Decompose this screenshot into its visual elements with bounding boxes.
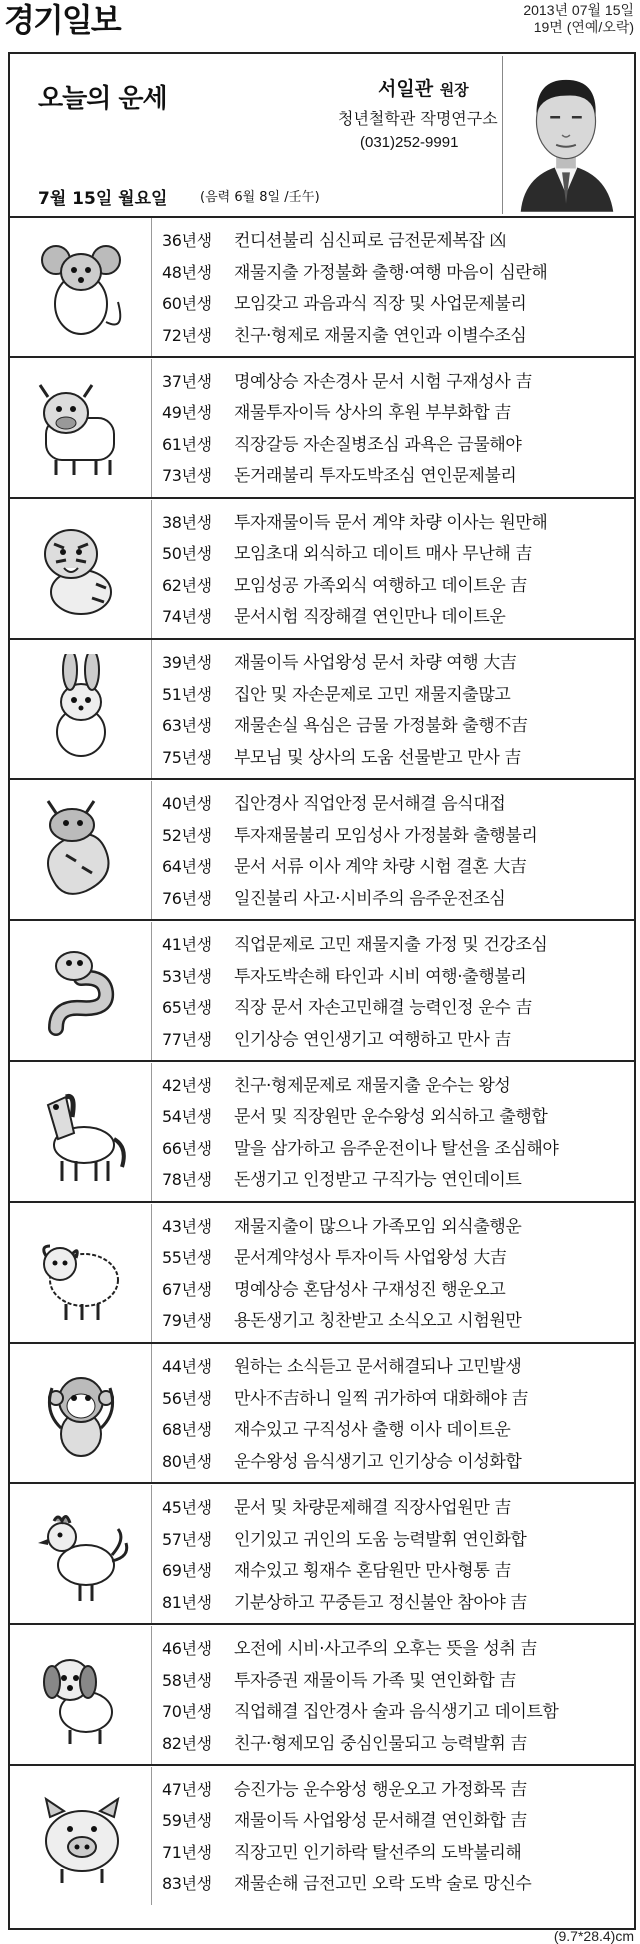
fortune-text: 투자증권 재물이득 가족 및 연인화합 吉 xyxy=(234,1670,516,1691)
fortune-text: 재물이득 사업왕성 문서 차량 여행 大吉 xyxy=(234,653,517,674)
birth-year: 53년생 xyxy=(162,966,212,986)
birth-year: 54년생 xyxy=(162,1107,212,1127)
zodiac-row xyxy=(10,640,634,780)
fortune-line xyxy=(162,710,632,742)
fortune-line xyxy=(162,1555,632,1587)
birth-year: 52년생 xyxy=(162,825,212,845)
birth-year: 81년생 xyxy=(162,1592,212,1612)
birth-year: 37년생 xyxy=(162,371,212,391)
birth-year: 48년생 xyxy=(162,262,212,282)
fortune-lines xyxy=(162,366,632,492)
fortune-line xyxy=(162,929,632,961)
birth-year: 60년생 xyxy=(162,294,212,313)
fortune-line xyxy=(162,1274,632,1306)
fortune-text: 문서시험 직장해결 연인만나 데이트운 xyxy=(234,607,506,628)
fortune-text: 모임갖고 과음과식 직장 및 사업문제불리 xyxy=(234,294,527,314)
fortune-line xyxy=(162,647,632,679)
zodiac-icon-cell xyxy=(10,1344,152,1482)
dog-icon xyxy=(26,1640,136,1750)
fortune-line xyxy=(162,320,632,352)
page-title: 오늘의 운세 xyxy=(38,84,167,114)
fortune-line xyxy=(162,1774,632,1806)
fortune-text: 모임성공 가족외식 여행하고 데이트운 吉 xyxy=(234,575,527,596)
author-phone: (031)252-9991 xyxy=(360,134,459,151)
fortune-text: 돈거래불리 투자도박조심 연인문제불리 xyxy=(234,466,517,487)
fortune-lines xyxy=(162,225,632,351)
fortune-text: 용돈생기고 칭찬받고 소식오고 시험원만 xyxy=(234,1311,522,1332)
horoscope-box xyxy=(8,52,636,1930)
birth-year: 69년생 xyxy=(162,1561,212,1581)
masthead xyxy=(0,0,640,44)
birth-year: 62년생 xyxy=(162,575,212,595)
fortune-text: 재물이득 사업왕성 문서해결 연인화합 吉 xyxy=(234,1811,527,1832)
zodiac-row xyxy=(10,1204,634,1344)
fortune-line xyxy=(162,225,632,257)
birth-year: 43년생 xyxy=(162,1216,212,1236)
fortune-text: 친구·형제모임 중심인물되고 능력발휘 吉 xyxy=(234,1733,527,1754)
lunar-date: (음력 6월 8일 /壬午) xyxy=(200,190,320,205)
fortune-line xyxy=(162,538,632,570)
fortune-lines xyxy=(162,1070,632,1196)
fortune-line xyxy=(162,788,632,820)
birth-year: 71년생 xyxy=(162,1842,212,1862)
fortune-text: 직업문제로 고민 재물지출 가정 및 건강조심 xyxy=(234,935,548,955)
fortune-text: 집안경사 직업안정 문서해결 음식대접 xyxy=(234,794,506,815)
zodiac-row xyxy=(10,1626,634,1766)
fortune-text: 재물지출이 많으나 가족모임 외식출행운 xyxy=(234,1216,522,1237)
birth-year: 40년생 xyxy=(162,794,212,814)
fortune-text: 직장갈등 자손질병조심 과욕은 금물해야 xyxy=(234,434,522,455)
zodiac-icon-cell xyxy=(10,1626,152,1764)
birth-year: 78년생 xyxy=(162,1170,212,1190)
birth-year: 70년생 xyxy=(162,1702,212,1721)
fortune-text: 기분상하고 꾸중듣고 정신불안 참아야 吉 xyxy=(234,1592,527,1613)
fortune-text: 인기있고 귀인의 도움 능력발휘 연인화합 xyxy=(234,1529,527,1550)
fortune-line xyxy=(162,1305,632,1337)
fortune-text: 투자도박손해 타인과 시비 여행·출행불리 xyxy=(234,966,527,987)
fortune-text: 문서 서류 이사 계약 차량 시험 결혼 大吉 xyxy=(234,857,527,878)
newspaper-logo: 경기일보 xyxy=(4,1,120,39)
rat-icon xyxy=(26,232,136,342)
pig-icon xyxy=(26,1781,136,1891)
fortune-text: 부모님 및 상사의 도움 선물받고 만사 吉 xyxy=(234,747,521,768)
birth-year: 61년생 xyxy=(162,434,212,454)
fortune-line xyxy=(162,460,632,492)
fortune-line xyxy=(162,1524,632,1556)
fortune-text: 돈생기고 인정받고 구직가능 연인데이트 xyxy=(234,1170,522,1191)
zodiac-row xyxy=(10,1485,634,1625)
fortune-text: 투자재물불리 모임성사 가정불화 출행불리 xyxy=(234,825,538,846)
fortune-text: 재물투자이득 상사의 후원 부부화합 吉 xyxy=(234,403,511,424)
birth-year: 56년생 xyxy=(162,1388,212,1408)
rooster-icon xyxy=(26,1499,136,1609)
fortune-text: 재수있고 구직성사 출행 이사 데이트운 xyxy=(234,1420,511,1441)
fortune-lines xyxy=(162,507,632,633)
fortune-line xyxy=(162,1633,632,1665)
fortune-line xyxy=(162,1351,632,1383)
birth-year: 50년생 xyxy=(162,544,212,564)
fortune-line xyxy=(162,366,632,398)
fortune-line xyxy=(162,1696,632,1728)
zodiac-row xyxy=(10,1344,634,1484)
birth-year: 68년생 xyxy=(162,1420,212,1440)
zodiac-icon-cell xyxy=(10,1063,152,1201)
zodiac-row xyxy=(10,500,634,640)
fortune-text: 컨디션불리 심신피로 금전문제복잡 凶 xyxy=(234,231,506,251)
dragon-icon xyxy=(26,795,136,905)
zodiac-icon-cell xyxy=(10,218,152,356)
fortune-line xyxy=(162,742,632,774)
fortune-line xyxy=(162,961,632,993)
birth-year: 59년생 xyxy=(162,1811,212,1831)
fortune-text: 명예상승 혼담성사 구재성진 행운오고 xyxy=(234,1279,506,1300)
fortune-line xyxy=(162,1728,632,1760)
birth-year: 45년생 xyxy=(162,1498,212,1518)
zodiac-icon-cell xyxy=(10,359,152,497)
birth-year: 42년생 xyxy=(162,1075,212,1095)
fortune-line xyxy=(162,1101,632,1133)
fortune-line xyxy=(162,1242,632,1274)
birth-year: 77년생 xyxy=(162,1029,212,1049)
fortune-line xyxy=(162,1587,632,1619)
fortune-line xyxy=(162,679,632,711)
fortune-text: 승진가능 운수왕성 행운오고 가정화목 吉 xyxy=(234,1779,527,1800)
fortune-line xyxy=(162,1837,632,1869)
fortune-text: 원하는 소식듣고 문서해결되나 고민발생 xyxy=(234,1357,522,1378)
tiger-icon xyxy=(26,514,136,624)
fortune-line xyxy=(162,429,632,461)
zodiac-icon-cell xyxy=(10,781,152,919)
birth-year: 57년생 xyxy=(162,1529,212,1549)
fortune-text: 집안 및 자손문제로 고민 재물지출많고 xyxy=(234,684,511,705)
fortune-text: 투자재물이득 문서 계약 차량 이사는 원만해 xyxy=(234,512,548,533)
zodiac-row xyxy=(10,1063,634,1203)
birth-year: 49년생 xyxy=(162,403,212,423)
fortune-line xyxy=(162,1868,632,1900)
birth-year: 64년생 xyxy=(162,857,212,877)
birth-year: 76년생 xyxy=(162,888,212,908)
fortune-text: 만사不吉하니 일찍 귀가하여 대화해야 吉 xyxy=(234,1388,529,1409)
fortune-text: 모임초대 외식하고 데이트 매사 무난해 吉 xyxy=(234,544,532,565)
issue-meta xyxy=(523,2,634,36)
monkey-icon xyxy=(26,1358,136,1468)
author-org: 청년철학관 작명연구소 xyxy=(338,109,498,128)
birth-year: 36년생 xyxy=(162,231,212,250)
birth-year: 75년생 xyxy=(162,747,212,767)
birth-year: 39년생 xyxy=(162,653,212,673)
fortune-line xyxy=(162,257,632,289)
fortune-line xyxy=(162,1414,632,1446)
fortune-line xyxy=(162,1211,632,1243)
zodiac-icon-cell xyxy=(10,1767,152,1905)
zodiac-row xyxy=(10,781,634,921)
birth-year: 46년생 xyxy=(162,1639,212,1658)
birth-year: 72년생 xyxy=(162,325,212,345)
fortune-line xyxy=(162,1164,632,1196)
birth-year: 55년생 xyxy=(162,1248,212,1268)
zodiac-row xyxy=(10,922,634,1062)
zodiac-row xyxy=(10,1767,634,1907)
fortune-line xyxy=(162,1383,632,1415)
birth-year: 80년생 xyxy=(162,1451,212,1471)
size-note: (9.7*28.4)cm xyxy=(553,1928,634,1944)
zodiac-icon-cell xyxy=(10,1485,152,1623)
snake-icon xyxy=(26,936,136,1046)
fortune-text: 문서 및 직장원만 운수왕성 외식하고 출행합 xyxy=(234,1107,548,1128)
fortune-line xyxy=(162,992,632,1024)
fortune-lines xyxy=(162,1351,632,1477)
sheep-icon xyxy=(26,1218,136,1328)
birth-year: 44년생 xyxy=(162,1357,212,1377)
fortune-line xyxy=(162,397,632,429)
fortune-text: 재물지출 가정불화 출행·여행 마음이 심란해 xyxy=(234,262,548,283)
fortune-lines xyxy=(162,1633,632,1759)
birth-year: 41년생 xyxy=(162,935,212,954)
fortune-line xyxy=(162,1024,632,1056)
fortune-text: 재물손실 욕심은 금물 가정불화 출행不吉 xyxy=(234,716,528,737)
fortune-lines xyxy=(162,929,632,1055)
fortune-text: 문서계약성사 투자이득 사업왕성 大吉 xyxy=(234,1248,507,1269)
fortune-text: 직업해결 집안경사 술과 음식생기고 데이트함 xyxy=(234,1702,559,1722)
birth-year: 38년생 xyxy=(162,512,212,532)
fortune-line xyxy=(162,1070,632,1102)
fortune-line xyxy=(162,1133,632,1165)
fortune-text: 직장고민 인기하락 탈선주의 도박불리해 xyxy=(234,1842,522,1863)
birth-year: 51년생 xyxy=(162,684,212,704)
birth-year: 58년생 xyxy=(162,1670,212,1690)
fortune-lines xyxy=(162,1774,632,1900)
fortune-text: 문서 및 차량문제해결 직장사업원만 吉 xyxy=(234,1498,511,1519)
fortune-text: 재물손해 금전고민 오락 도박 술로 망신수 xyxy=(234,1874,532,1895)
fortune-text: 명예상승 자손경사 문서 시험 구재성사 吉 xyxy=(234,371,532,392)
birth-year: 74년생 xyxy=(162,607,212,627)
author-name: 서일관 원장 xyxy=(378,78,469,100)
issue-date: 2013년 07월 15일 xyxy=(523,2,634,18)
fortune-line xyxy=(162,570,632,602)
rabbit-icon xyxy=(26,654,136,764)
fortune-line xyxy=(162,820,632,852)
fortune-line xyxy=(162,851,632,883)
fortune-text: 친구·형제문제로 재물지출 운수는 왕성 xyxy=(234,1075,511,1096)
fortune-line xyxy=(162,1665,632,1697)
fortune-lines xyxy=(162,1492,632,1618)
birth-year: 82년생 xyxy=(162,1733,212,1753)
zodiac-icon-cell xyxy=(10,500,152,638)
fortune-line xyxy=(162,1492,632,1524)
birth-year: 83년생 xyxy=(162,1874,212,1894)
today-date: 7월 15일 월요일 xyxy=(38,189,168,209)
fortune-text: 운수왕성 음식생기고 인기상승 이성화합 xyxy=(234,1451,522,1472)
fortune-lines xyxy=(162,1211,632,1337)
fortune-text: 일진불리 사고·시비주의 음주운전조심 xyxy=(234,888,506,909)
birth-year: 73년생 xyxy=(162,466,212,486)
zodiac-icon-cell xyxy=(10,640,152,778)
fortune-text: 오전에 시비·사고주의 오후는 뜻을 성취 吉 xyxy=(234,1639,537,1659)
horse-icon xyxy=(26,1077,136,1187)
fortune-text: 말을 삼가하고 음주운전이나 탈선을 조심해야 xyxy=(234,1138,559,1159)
fortune-lines xyxy=(162,647,632,773)
horoscope-header xyxy=(10,54,634,218)
fortune-text: 재수있고 횡재수 혼담원만 만사형통 吉 xyxy=(234,1561,511,1582)
fortune-line xyxy=(162,883,632,915)
zodiac-row xyxy=(10,359,634,499)
birth-year: 47년생 xyxy=(162,1779,212,1799)
fortune-text: 직장 문서 자손고민해결 능력인정 운수 吉 xyxy=(234,998,532,1018)
zodiac-icon-cell xyxy=(10,1204,152,1342)
zodiac-icon-cell xyxy=(10,922,152,1060)
birth-year: 79년생 xyxy=(162,1311,212,1331)
fortune-line xyxy=(162,507,632,539)
fortune-line xyxy=(162,1805,632,1837)
birth-year: 63년생 xyxy=(162,716,212,736)
fortune-text: 친구·형제로 재물지출 연인과 이별수조심 xyxy=(234,325,527,346)
fortune-line xyxy=(162,1446,632,1478)
fortune-line xyxy=(162,288,632,320)
portrait-photo xyxy=(502,56,630,214)
fortune-text: 인기상승 연인생기고 여행하고 만사 吉 xyxy=(234,1029,511,1050)
zodiac-row xyxy=(10,218,634,358)
page-section: 19면 (연예/오락) xyxy=(533,19,634,35)
fortune-line xyxy=(162,601,632,633)
ox-icon xyxy=(26,373,136,483)
birth-year: 66년생 xyxy=(162,1138,212,1158)
fortune-lines xyxy=(162,788,632,914)
birth-year: 67년생 xyxy=(162,1279,212,1299)
birth-year: 65년생 xyxy=(162,998,212,1017)
